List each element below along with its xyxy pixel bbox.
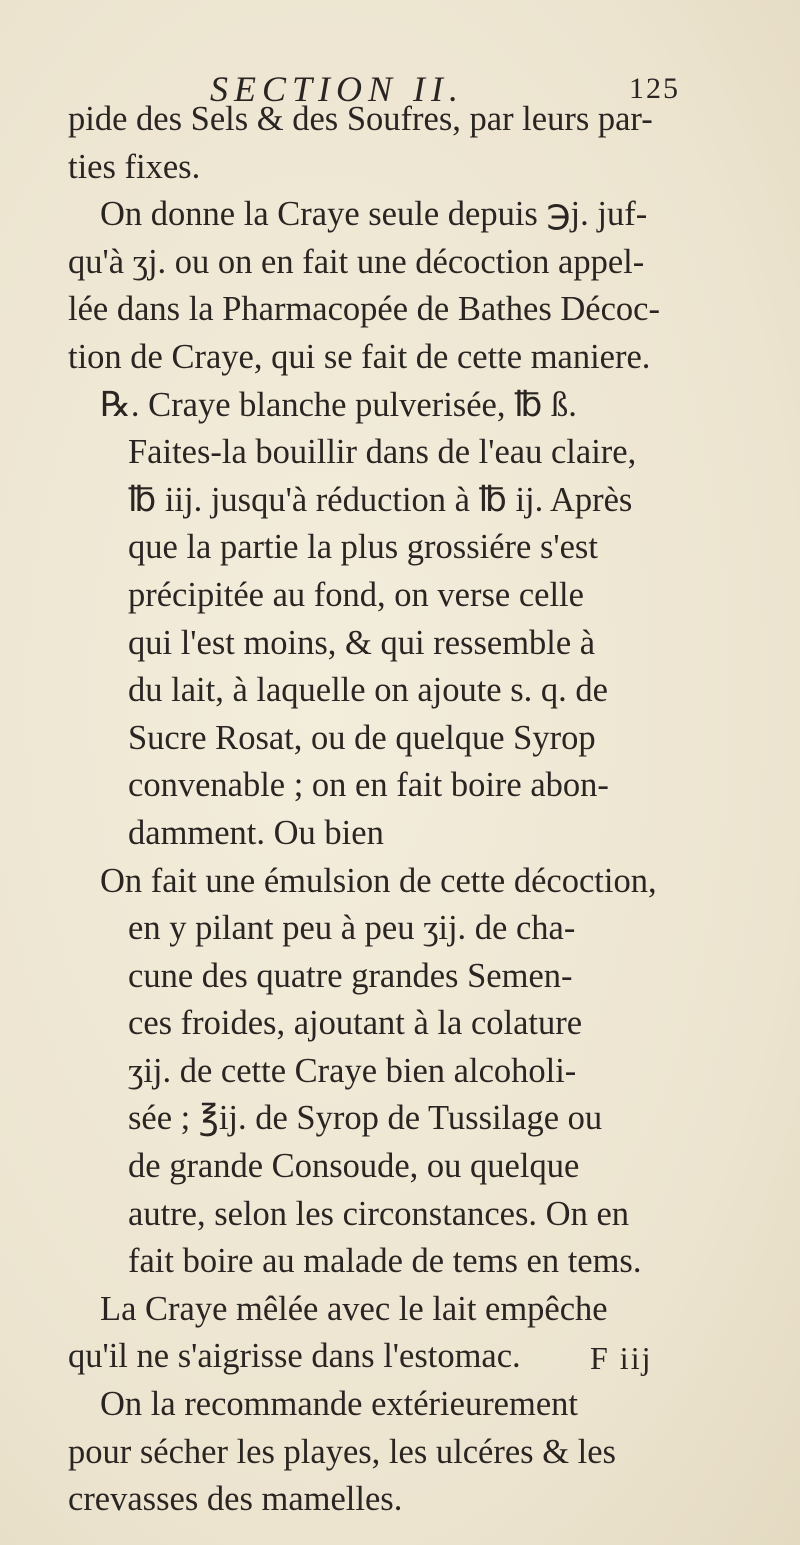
text-line: On la recommande extérieurement: [100, 1385, 578, 1424]
text-line: en y pilant peu à peu ʒij. de cha-: [128, 909, 576, 948]
text-line: Sucre Rosat, ou de quelque Syrop: [128, 718, 596, 757]
text-line: que la partie la plus grossiére s'est: [128, 528, 598, 567]
text-line: qui l'est moins, & qui ressemble à: [128, 623, 596, 662]
text-line: qu'à ʒj. ou on en fait une décoction appel-: [68, 242, 645, 281]
page-number: 125: [629, 72, 680, 105]
running-head: SECTION II.: [210, 69, 464, 109]
text-line: de grande Consoude, ou quelque: [128, 1147, 580, 1186]
signature-mark: F iij: [590, 1340, 653, 1376]
text-line: pour sécher les playes, les ulcéres & les: [68, 1432, 616, 1471]
text-line: cune des quatre grandes Semen-: [128, 956, 573, 995]
text-line: On fait une émulsion de cette décoction,: [100, 861, 657, 900]
text-line: qu'il ne s'aigrisse dans l'estomac.: [68, 1337, 521, 1376]
text-line: ces froides, ajoutant à la colature: [128, 1004, 583, 1043]
text-line: convenable ; on en fait boire abon-: [128, 766, 609, 805]
text-line: ʒij. de cette Craye bien alcoholi-: [128, 1051, 577, 1090]
text-line: autre, selon les circonstances. On en: [128, 1194, 630, 1233]
text-line: lée dans la Pharmacopée de Bathes Décoc-: [68, 290, 660, 329]
text-line: pide des Sels & des Soufres, par leurs par-: [68, 100, 653, 138]
text-line: La Craye mêlée avec le lait empêche: [100, 1289, 608, 1328]
body-text: [68, 96, 784, 1524]
text-line: sée ; ℥ij. de Syrop de Tussilage ou: [128, 1099, 603, 1138]
text-line: ℔ iij. jusqu'à réduction à ℔ ij. Après: [128, 480, 633, 519]
text-line: damment. Ou bien: [128, 813, 384, 852]
text-line: ties fixes.: [68, 147, 201, 186]
text-line: Faites-la bouillir dans de l'eau claire,: [128, 433, 637, 472]
text-line: ℞. Craye blanche pulverisée, ℔ ß.: [100, 385, 577, 424]
text-line: fait boire au malade de tems en tems.: [128, 1242, 642, 1281]
text-line: du lait, à laquelle on ajoute s. q. de: [128, 671, 608, 710]
text-line: On donne la Craye seule depuis ℈j. juf-: [100, 195, 648, 234]
text-line: tion de Craye, qui se fait de cette maniere.: [68, 337, 651, 376]
text-line: crevasses des mamelles.: [68, 1480, 403, 1519]
text-line: précipitée au fond, on verse celle: [128, 575, 584, 614]
